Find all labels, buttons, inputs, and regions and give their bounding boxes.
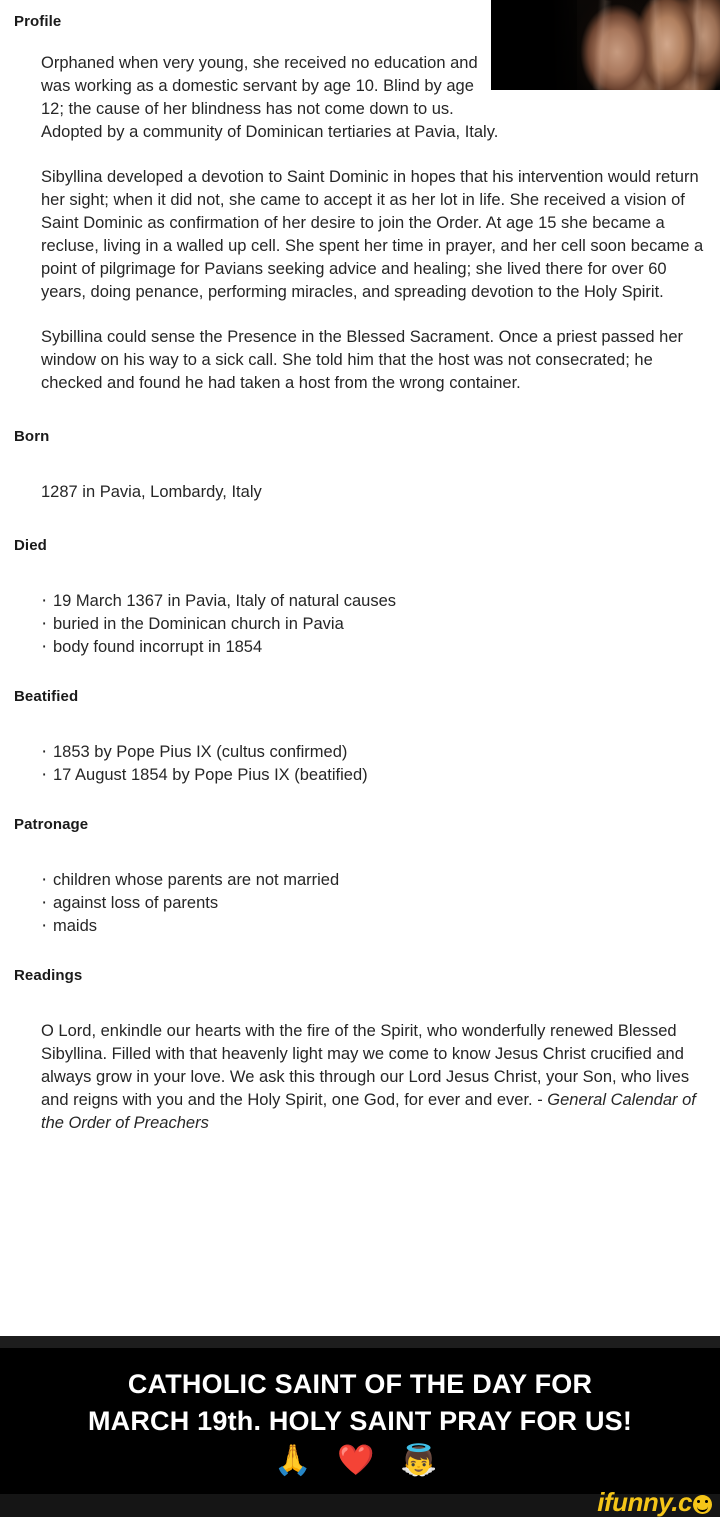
list-item: · buried in the Dominican church in Pavia xyxy=(41,613,708,636)
list-item: · maids xyxy=(41,915,708,938)
spacer xyxy=(0,835,720,869)
list-item: · children whose parents are not married xyxy=(41,869,708,892)
heading-beatified: Beatified xyxy=(14,688,79,705)
spacer xyxy=(0,787,720,815)
photo-text-wrap-spacer xyxy=(484,52,720,120)
banner-caption-line-1: CATHOLIC SAINT OF THE DAY FOR xyxy=(127,1369,593,1399)
list-item: · 17 August 1854 by Pope Pius IX (beatified) xyxy=(41,764,708,787)
list-item: · body found incorrupt in 1854 xyxy=(41,636,708,659)
profile-first-paragraph-block xyxy=(0,52,720,144)
profile-paragraph-2: Sibyllina developed a devotion to Saint Dominic in hopes that his intervention would return her sight; when it did not, she came to accept it as her lot in life. She received a vision of Saint Dominic as confirmation of her desire to join the Order. At age 15 she became a recluse, living in a walled up cell. She spent her time in prayer, and her cell soon became a point of pilgrimage for Pavians seeking advice and healing; she lived there for over 60 years, doing penance, performing miracles, and spreading devotion to the Holy Spirit. xyxy=(41,168,704,301)
heading-patronage: Patronage xyxy=(14,816,89,833)
list-item: · against loss of parents xyxy=(41,892,708,915)
heading-born: Born xyxy=(14,428,50,445)
banner-top-rule xyxy=(0,1336,720,1348)
heading-profile: Profile xyxy=(14,13,62,30)
beatified-list xyxy=(0,741,720,787)
spacer xyxy=(0,304,720,326)
banner-emoji-row: 🙏 ❤️ 👼 xyxy=(274,1443,446,1478)
died-list xyxy=(0,590,720,659)
spacer xyxy=(0,144,720,166)
smiley-icon xyxy=(693,1495,712,1514)
spacer xyxy=(0,659,720,687)
spacer xyxy=(0,986,720,1020)
watermark-text: ifunny.c xyxy=(597,1487,692,1517)
banner-caption-line-2: MARCH 19th. HOLY SAINT PRAY FOR US! xyxy=(87,1406,633,1436)
banner-caption xyxy=(0,1366,720,1440)
profile-paragraph-1: Orphaned when very young, she received no education and was working as a domestic servant by age 10. Blind by age 12; the cause of her blindness has not come down to us. Adopted by a community of Dominican tertiaries at Pavia, Italy. xyxy=(41,54,499,141)
heading-died: Died xyxy=(14,537,47,554)
spacer xyxy=(0,395,720,427)
readings-prayer xyxy=(0,1020,720,1135)
bottom-caption-banner xyxy=(0,1336,720,1517)
profile-paragraph-3: Sybillina could sense the Presence in the Blessed Sacrament. Once a priest passed her window on his way to a sick call. She told him that the host was not consecrated; he checked and found he had taken a host from the wrong container. xyxy=(41,328,684,392)
spacer xyxy=(0,447,720,481)
spacer xyxy=(0,707,720,741)
list-item: · 19 March 1367 in Pavia, Italy of natural causes xyxy=(41,590,708,613)
spacer xyxy=(0,504,720,536)
heading-readings: Readings xyxy=(14,967,83,984)
ifunny-watermark xyxy=(597,1488,712,1516)
born-value: 1287 in Pavia, Lombardy, Italy xyxy=(41,483,262,501)
list-item: · 1853 by Pope Pius IX (cultus confirmed) xyxy=(41,741,708,764)
readings-source: General Calendar of the Order of Preachers xyxy=(41,1091,696,1132)
patronage-list xyxy=(0,869,720,938)
spacer xyxy=(0,938,720,966)
readings-prayer-text: O Lord, enkindle our hearts with the fire of the Spirit, who wonderfully renewed Blessed Sibyllina. Filled with that heavenly light may we come to know Jesus Christ crucified and always grow in your love. We ask this through our Lord Jesus Christ, your Son, who lives and reigns with you and the Holy Spirit, one God, for ever and ever. - xyxy=(41,1022,690,1109)
spacer xyxy=(0,556,720,590)
